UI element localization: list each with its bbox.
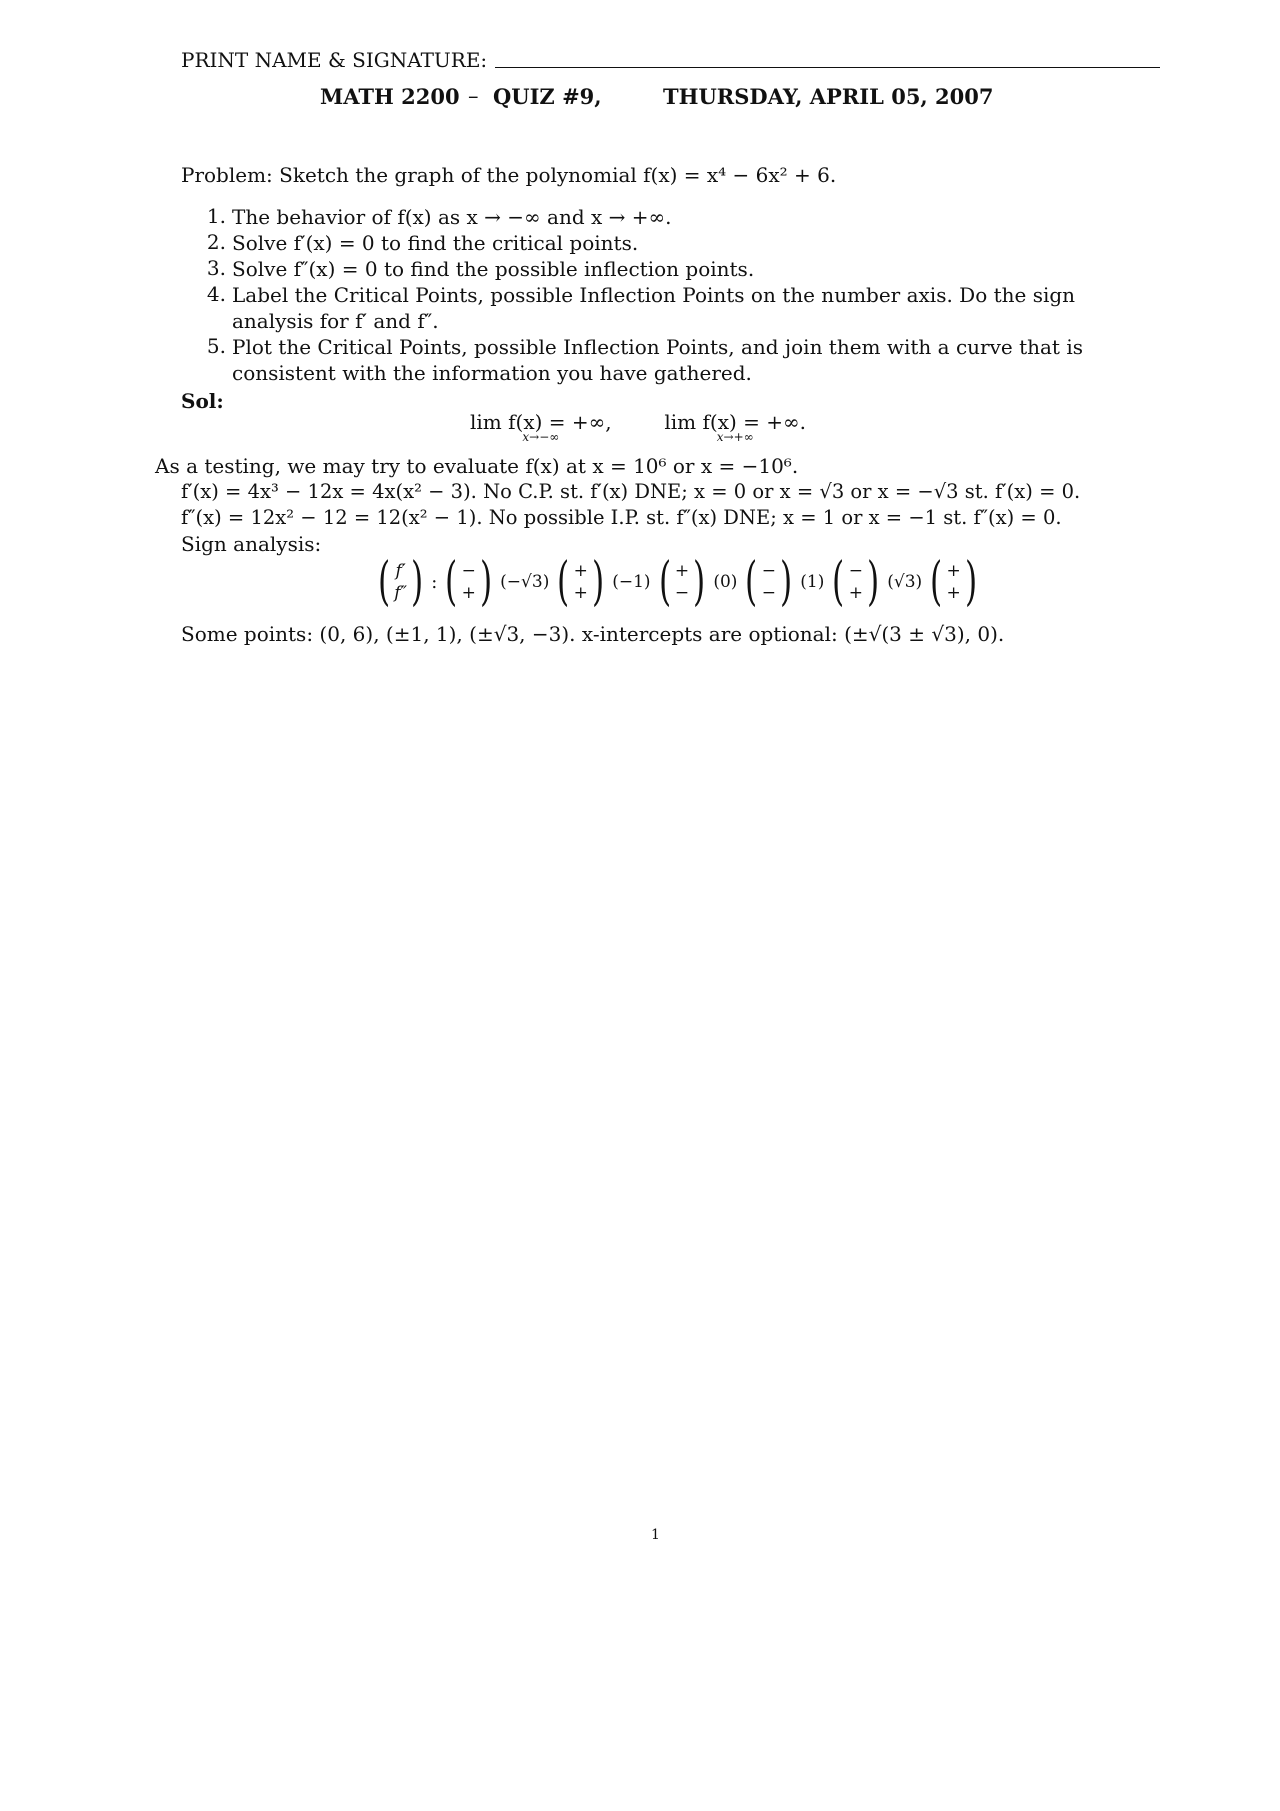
limit-expression: lim f(x) = +∞. — [664, 410, 807, 434]
sign-analysis-table — [374, 552, 981, 612]
sign-interval: ( + + ) — [557, 552, 605, 612]
sign-bottom: + — [461, 583, 476, 603]
item-number: 5. — [206, 334, 226, 358]
problem-item — [178, 230, 1178, 256]
course-title: MATH 2200 — [320, 84, 460, 109]
f-prime-label: f′ — [395, 561, 406, 581]
f-double-prime-label: f″ — [394, 583, 407, 603]
sign-top: − — [848, 561, 863, 581]
sign-colon: : — [431, 571, 438, 593]
sign-top: − — [461, 561, 476, 581]
limits-line — [470, 410, 806, 444]
item-text: Plot the Critical Points, possible Inflection Points, and join them with a curve that is consistent with the information you have gathered. — [232, 335, 1083, 385]
limit-subscript: x→+∞ — [716, 430, 754, 444]
item-text: Label the Critical Points, possible Inflection Points on the number axis. Do the sign analysis for f′ and f″. — [232, 283, 1076, 333]
problem-items — [178, 204, 1178, 394]
title-dash: – — [468, 84, 479, 108]
sign-interval: ( − + ) — [832, 552, 880, 612]
problem-statement: Problem: Sketch the graph of the polynomial f(x) = x⁴ − 6x² + 6. — [181, 163, 837, 187]
sign-top: + — [946, 561, 961, 581]
sign-interval: ( + + ) — [930, 552, 977, 612]
sign-point: (−√3) — [500, 572, 550, 592]
sign-point: (0) — [713, 572, 738, 592]
limit-pos-infinity — [664, 410, 806, 444]
item-text: The behavior of f(x) as x → −∞ and x → +∞. — [232, 205, 672, 229]
sign-bottom: − — [674, 583, 690, 603]
second-derivative-line: f″(x) = 12x² − 12 = 12(x² − 1). No possible I.P. st. f″(x) DNE; x = 1 or x = −1 st. f″(x) = 0. — [181, 506, 1062, 529]
sign-bottom: + — [573, 583, 588, 603]
item-text: Solve f′(x) = 0 to find the critical points. — [232, 231, 639, 255]
sign-interval: ( − − ) — [745, 552, 793, 612]
item-number: 1. — [206, 204, 226, 228]
item-number: 4. — [206, 282, 226, 306]
sign-top: + — [573, 561, 588, 581]
sign-point: (1) — [800, 572, 825, 592]
limit-subscript: x→−∞ — [522, 430, 560, 444]
sign-analysis-label: Sign analysis: — [181, 532, 322, 556]
solution-label: Sol: — [181, 389, 224, 413]
quiz-title: QUIZ #9, — [493, 84, 602, 109]
signature-line — [495, 67, 1160, 68]
sign-top: − — [761, 561, 776, 581]
item-number: 2. — [206, 230, 226, 254]
problem-item — [178, 204, 1178, 230]
first-derivative-line: f′(x) = 4x³ − 12x = 4x(x² − 3). No C.P. st. f′(x) DNE; x = 0 or x = √3 or x = −√3 st. f′(x) = 0. — [181, 480, 1081, 503]
some-points-line: Some points: (0, 6), (±1, 1), (±√3, −3). x-intercepts are optional: (±√(3 ± √3), 0). — [181, 622, 1005, 646]
sign-bottom: + — [848, 583, 863, 603]
name-signature-label: PRINT NAME & SIGNATURE: — [181, 48, 488, 72]
testing-line: As a testing, we may try to evaluate f(x) at x = 10⁶ or x = −10⁶. — [155, 454, 799, 478]
problem-item — [178, 282, 1178, 334]
sign-point: (√3) — [887, 572, 923, 592]
sign-top: + — [674, 561, 690, 581]
item-text: Solve f″(x) = 0 to find the possible inflection points. — [232, 257, 755, 281]
sign-point: (−1) — [612, 572, 651, 592]
problem-item — [178, 334, 1178, 386]
sign-interval: ( − + ) — [445, 552, 493, 612]
sign-bottom: + — [946, 583, 961, 603]
sign-header: ( f′ f″ ) — [378, 552, 424, 612]
sign-interval: ( + − ) — [658, 552, 706, 612]
limit-neg-infinity — [470, 410, 612, 444]
limit-expression: lim f(x) = +∞, — [470, 410, 612, 434]
problem-item — [178, 256, 1178, 282]
page-number: 1 — [651, 1527, 660, 1543]
quiz-date: THURSDAY, APRIL 05, 2007 — [663, 84, 994, 109]
sign-bottom: − — [761, 583, 776, 603]
item-number: 3. — [206, 256, 226, 280]
